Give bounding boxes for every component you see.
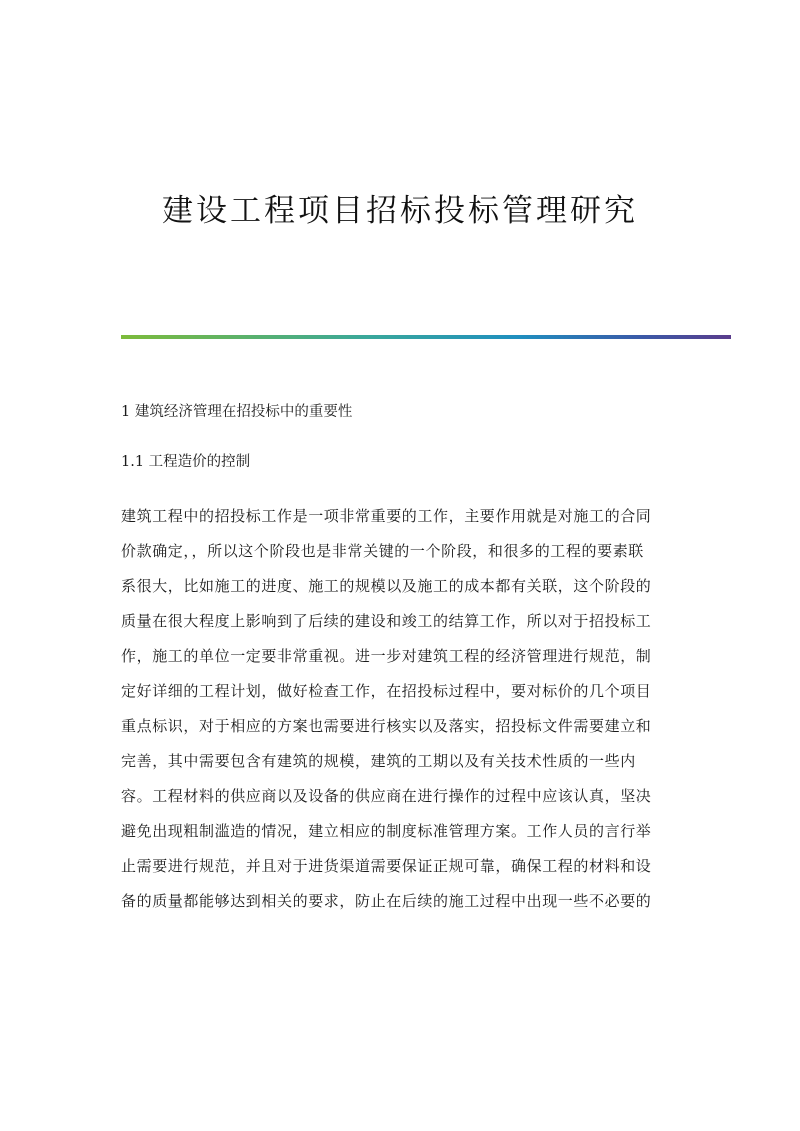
title-divider bbox=[121, 335, 731, 339]
paragraph-line: 质量在很大程度上影响到了后续的建设和竣工的结算工作，所以对于招投标工 bbox=[121, 612, 652, 630]
paragraph-line: 系很大，比如施工的进度、施工的规模以及施工的成本都有关联，这个阶段的 bbox=[121, 577, 652, 595]
paragraph-line: 完善，其中需要包含有建筑的规模，建筑的工期以及有关技术性质的一些内 bbox=[121, 752, 636, 770]
paragraph-line: 价款确定，，所以这个阶段也是非常关键的一个阶段，和很多的工程的要素联 bbox=[121, 542, 644, 560]
section-heading: 1 建筑经济管理在招投标中的重要性 bbox=[121, 404, 353, 420]
document-title: 建设工程项目招标投标管理研究 bbox=[162, 193, 638, 229]
paragraph-line: 建筑工程中的招投标工作是一项非常重要的工作，主要作用就是对施工的合同 bbox=[121, 507, 652, 525]
subsection-heading: 1.1 工程造价的控制 bbox=[121, 454, 251, 470]
paragraph-line: 作，施工的单位一定要非常重视。进一步对建筑工程的经济管理进行规范，制 bbox=[121, 647, 652, 665]
paragraph-line: 容。工程材料的供应商以及设备的供应商在进行操作的过程中应该认真，坚决 bbox=[121, 787, 652, 805]
paragraph-line: 定好详细的工程计划，做好检查工作，在招投标过程中，要对标价的几个项目 bbox=[121, 682, 652, 700]
paragraph-line: 重点标识，对于相应的方案也需要进行核实以及落实，招投标文件需要建立和 bbox=[121, 717, 652, 735]
body-paragraph bbox=[121, 499, 681, 919]
document-body bbox=[121, 402, 681, 919]
paragraph-line: 备的质量都能够达到相关的要求，防止在后续的施工过程中出现一些不必要的 bbox=[121, 892, 652, 910]
paragraph-line: 避免出现粗制滥造的情况，建立相应的制度标准管理方案。工作人员的言行举 bbox=[121, 822, 652, 840]
paragraph-line: 止需要进行规范，并且对于进货渠道需要保证正规可靠，确保工程的材料和设 bbox=[121, 857, 652, 875]
